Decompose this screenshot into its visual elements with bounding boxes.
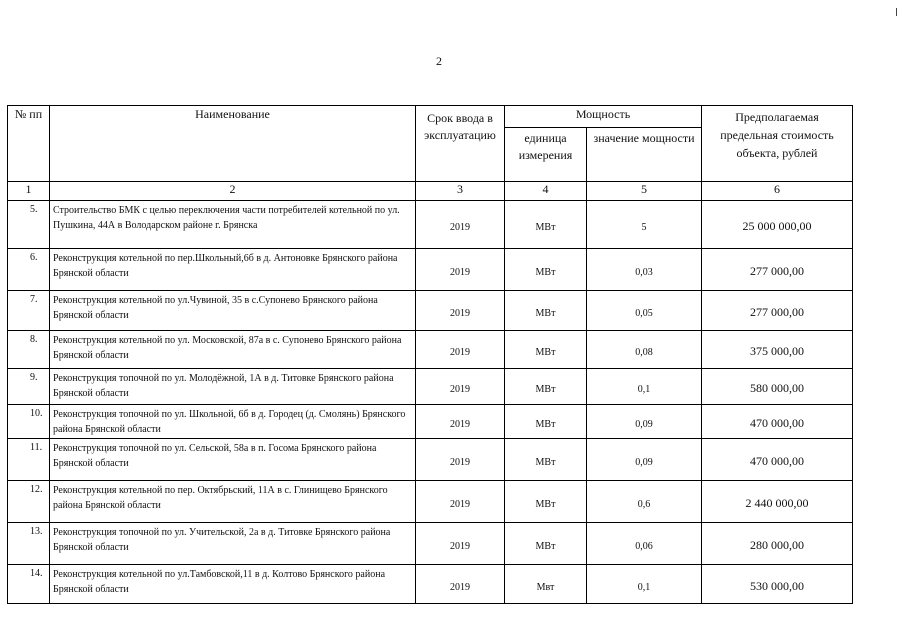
- investment-table: [7, 105, 853, 604]
- row-unit: МВт: [505, 291, 587, 331]
- table-row: [8, 331, 853, 369]
- row-year: 2019: [416, 523, 505, 565]
- row-name: Реконструкция топочной по ул. Школьной, 6б в д. Городец (д. Смолянь) Брянского района Брянской области: [50, 405, 416, 439]
- row-name: Строительство БМК с целью переключения части потребителей котельной по ул. Пушкина, 44А в Володарском районе г. Брянска: [50, 201, 416, 249]
- row-year: 2019: [416, 249, 505, 291]
- row-value: 0,05: [587, 291, 702, 331]
- row-unit: Мвт: [505, 565, 587, 604]
- column-number: 5: [587, 182, 702, 201]
- row-name: Реконструкция топочной по ул. Учительской, 2а в д. Титовке Брянского района Брянской области: [50, 523, 416, 565]
- row-cost: 530 000,00: [702, 565, 853, 604]
- row-name: Реконструкция котельной по ул. Московской, 87а в с. Супонево Брянского района Брянской области: [50, 331, 416, 369]
- column-number: 1: [8, 182, 50, 201]
- row-value: 0,1: [587, 565, 702, 604]
- row-name: Реконструкция котельной по пер. Октябрьский, 11А в с. Глинищево Брянского района Брянской области: [50, 481, 416, 523]
- row-cost: 280 000,00: [702, 523, 853, 565]
- page-number: 2: [436, 54, 442, 68]
- row-number: 10.: [8, 405, 50, 439]
- row-cost: 277 000,00: [702, 249, 853, 291]
- row-year: 2019: [416, 331, 505, 369]
- row-unit: МВт: [505, 405, 587, 439]
- header-no: № пп: [8, 106, 50, 182]
- row-cost: 580 000,00: [702, 369, 853, 405]
- row-number: 11.: [8, 439, 50, 481]
- row-unit: МВт: [505, 249, 587, 291]
- header-name: Наименование: [50, 106, 416, 182]
- table-row: [8, 523, 853, 565]
- row-unit: МВт: [505, 369, 587, 405]
- row-year: 2019: [416, 439, 505, 481]
- table-row: [8, 249, 853, 291]
- row-cost: 375 000,00: [702, 331, 853, 369]
- header-value: значение мощности: [587, 128, 702, 182]
- row-year: 2019: [416, 369, 505, 405]
- row-year: 2019: [416, 481, 505, 523]
- row-number: 5.: [8, 201, 50, 249]
- row-number: 14.: [8, 565, 50, 604]
- table-row: [8, 291, 853, 331]
- row-year: 2019: [416, 291, 505, 331]
- row-unit: МВт: [505, 481, 587, 523]
- row-number: 9.: [8, 369, 50, 405]
- row-name: Реконструкция котельной по ул.Тамбовской,11 в д. Колтово Брянского района Брянской области: [50, 565, 416, 604]
- row-number: 6.: [8, 249, 50, 291]
- table-row: [8, 565, 853, 604]
- row-year: 2019: [416, 565, 505, 604]
- table-row: [8, 481, 853, 523]
- row-value: 5: [587, 201, 702, 249]
- row-value: 0,09: [587, 439, 702, 481]
- header-capacity: Мощность: [505, 106, 702, 128]
- row-value: 0,1: [587, 369, 702, 405]
- table-row: [8, 201, 853, 249]
- table-row: [8, 405, 853, 439]
- row-number: 12.: [8, 481, 50, 523]
- column-number: 2: [50, 182, 416, 201]
- row-cost: 25 000 000,00: [702, 201, 853, 249]
- row-value: 0,09: [587, 405, 702, 439]
- column-number: 3: [416, 182, 505, 201]
- row-number: 8.: [8, 331, 50, 369]
- header-term: Срок ввода в эксплуатацию: [416, 106, 505, 182]
- row-name: Реконструкция котельной по ул.Чувиной, 35 в с.Супонево Брянского района Брянской области: [50, 291, 416, 331]
- header-unit: единица измерения: [505, 128, 587, 182]
- row-cost: 2 440 000,00: [702, 481, 853, 523]
- column-number: 6: [702, 182, 853, 201]
- row-number: 13.: [8, 523, 50, 565]
- row-cost: 277 000,00: [702, 291, 853, 331]
- row-value: 0,6: [587, 481, 702, 523]
- row-unit: МВт: [505, 439, 587, 481]
- row-value: 0,03: [587, 249, 702, 291]
- row-cost: 470 000,00: [702, 439, 853, 481]
- row-unit: МВт: [505, 331, 587, 369]
- row-name: Реконструкция топочной по ул. Сельской, 58а в п. Госома Брянского района Брянской области: [50, 439, 416, 481]
- row-year: 2019: [416, 405, 505, 439]
- column-number: 4: [505, 182, 587, 201]
- column-numbers-row: [8, 182, 853, 201]
- row-name: Реконструкция топочной по ул. Молодёжной, 1А в д. Титовке Брянского района Брянской области: [50, 369, 416, 405]
- row-name: Реконструкция котельной по пер.Школьный,6б в д. Антоновке Брянского района Брянской области: [50, 249, 416, 291]
- table-row: [8, 439, 853, 481]
- row-value: 0,08: [587, 331, 702, 369]
- row-year: 2019: [416, 201, 505, 249]
- row-cost: 470 000,00: [702, 405, 853, 439]
- scan-edge-mark: [896, 8, 897, 16]
- table-row: [8, 369, 853, 405]
- row-value: 0,06: [587, 523, 702, 565]
- header-cost: Предполагаемая предельная стоимость объекта, рублей: [702, 106, 853, 182]
- row-unit: МВт: [505, 201, 587, 249]
- row-unit: МВт: [505, 523, 587, 565]
- row-number: 7.: [8, 291, 50, 331]
